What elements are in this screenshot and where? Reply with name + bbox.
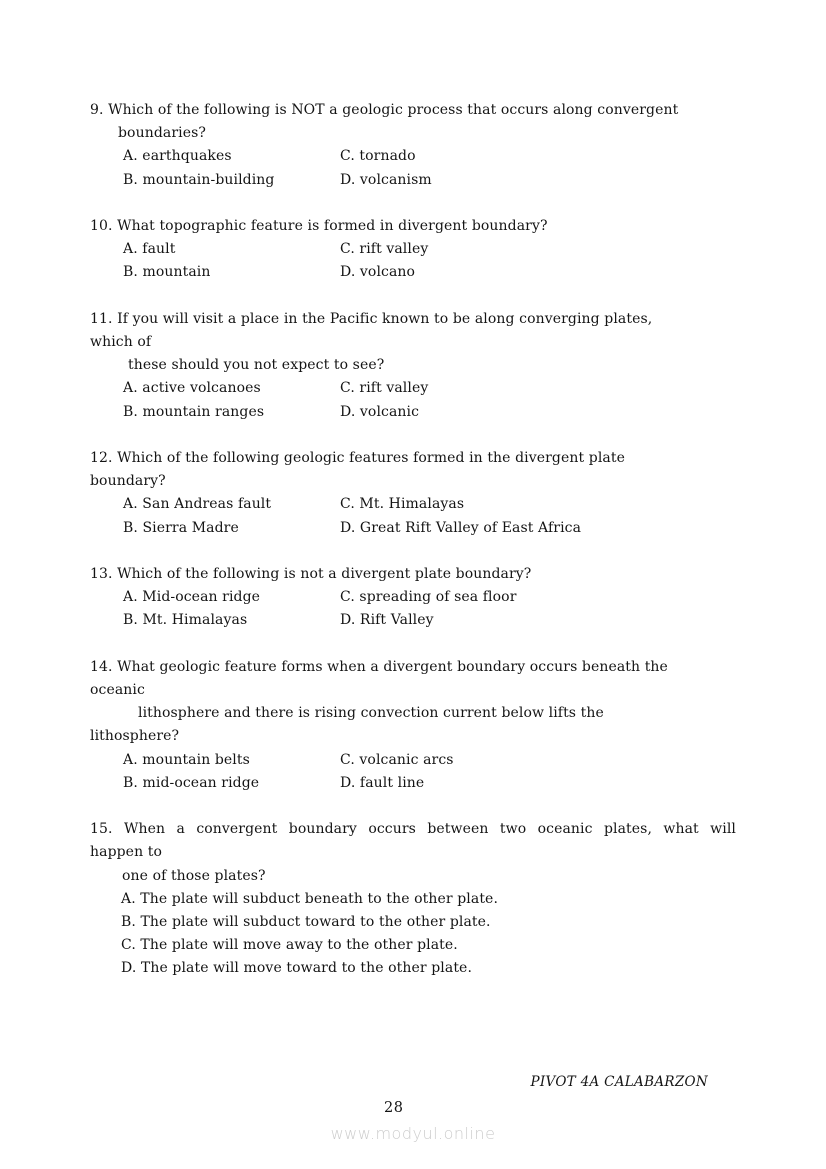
answer-choice: D. volcano [340, 264, 416, 281]
answer-choice: A. fault [123, 241, 176, 258]
question-13-option-row [90, 586, 736, 609]
watermark: www.modyul.online [330, 1124, 496, 1143]
question-11-stem-line: which of [90, 334, 152, 350]
question-11-option-row [90, 401, 736, 424]
question-14-stem-line: 14. What geologic feature forms when a divergent boundary occurs beneath the [90, 658, 668, 675]
question-14-stem-line: lithosphere and there is rising convection current below lifts the [138, 705, 604, 722]
question-11-stem-line: these should you not expect to see? [128, 357, 385, 374]
answer-choice: B. mountain ranges [123, 403, 265, 420]
answer-choice: A. San Andreas fault [123, 496, 272, 513]
answer-choice: C. The plate will move away to the other plate. [121, 937, 458, 954]
answer-choice: A. Mid-ocean ridge [123, 589, 261, 606]
question-14 [90, 656, 736, 795]
answer-choice: D. volcanic [340, 403, 420, 420]
question-12-stem-line: boundary? [90, 473, 166, 490]
question-12-option-row [90, 517, 736, 540]
answer-choice: A. The plate will subduct beneath to the other plate. [121, 890, 498, 907]
answer-choice: B. mid-ocean ridge [123, 774, 260, 791]
question-10-option-row [90, 261, 736, 284]
question-14-stem-line: lithosphere? [90, 728, 180, 745]
question-12 [90, 447, 736, 540]
question-12-stem-line: 12. Which of the following geologic features formed in the divergent plate [90, 450, 625, 466]
question-13-stem-line: 13. Which of the following is not a divergent plate boundary? [90, 566, 532, 582]
question-15-stem-line: one of those plates? [122, 867, 266, 884]
question-10-option-row [90, 238, 736, 261]
answer-choice: B. Sierra Madre [123, 519, 239, 536]
answer-choice: C. spreading of sea floor [340, 589, 517, 606]
answer-choice: B. mountain [123, 264, 211, 281]
answer-choice: C. Mt. Himalayas [340, 496, 465, 513]
question-9-stem-line: 9. Which of the following is NOT a geologic process that occurs along convergent [90, 102, 679, 118]
answer-choice: C. rift valley [340, 380, 429, 397]
answer-choice: C. rift valley [340, 241, 429, 258]
question-11 [90, 308, 736, 424]
answer-choice: A. active volcanoes [123, 380, 261, 397]
answer-choice: D. The plate will move toward to the other plate. [121, 960, 472, 977]
answer-choice: D. Great Rift Valley of East Africa [340, 519, 582, 536]
question-13-option-row [90, 609, 736, 632]
question-9-stem-line: boundaries? [118, 125, 206, 142]
answer-choice: C. volcanic arcs [340, 751, 454, 768]
page-number: 28 [384, 1100, 404, 1116]
question-14-stem-line: oceanic [90, 682, 145, 698]
answer-choice: A. mountain belts [123, 751, 250, 768]
question-9-option-row [90, 169, 736, 192]
answer-choice: D. fault line [340, 774, 425, 791]
question-9-option-row [90, 145, 736, 168]
question-11-option-row [90, 377, 736, 400]
question-9 [90, 99, 736, 192]
question-15 [90, 818, 736, 980]
answer-choice: B. mountain-building [123, 171, 275, 188]
question-11-stem-line: 11. If you will visit a place in the Pacific known to be along converging plates, [90, 310, 653, 327]
footer-attribution: PIVOT 4A CALABARZON [530, 1074, 708, 1090]
question-10 [90, 215, 736, 285]
question-12-option-row [90, 493, 736, 516]
answer-choice: A. earthquakes [123, 148, 232, 165]
answer-choice: D. Rift Valley [340, 612, 434, 629]
question-10-stem-line: 10. What topographic feature is formed in divergent boundary? [90, 218, 548, 234]
question-15-stem-line: 15. When a convergent boundary occurs between two oceanic plates, what will [90, 821, 736, 838]
question-14-option-row [90, 772, 736, 795]
question-13 [90, 563, 736, 633]
answer-choice: D. volcanism [340, 171, 432, 188]
question-15-stem-line: happen to [90, 844, 162, 861]
answer-choice: B. Mt. Himalayas [123, 612, 248, 629]
answer-choice: C. tornado [340, 148, 416, 165]
answer-choice: B. The plate will subduct toward to the other plate. [121, 914, 491, 931]
quiz-content [90, 99, 736, 981]
question-14-option-row [90, 749, 736, 772]
